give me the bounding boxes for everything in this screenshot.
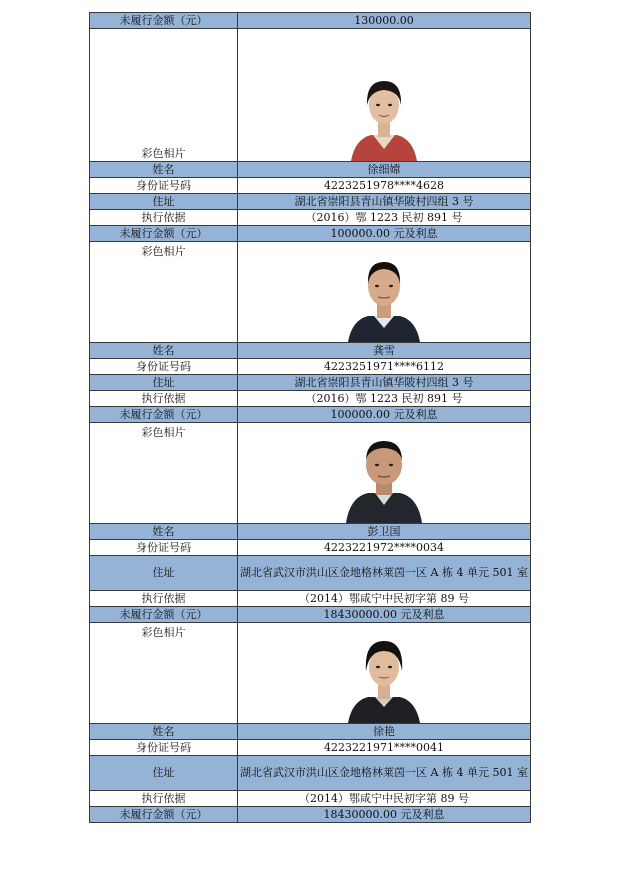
basis-value: （2014）鄂咸宁中民初字第 89 号 [238,791,531,807]
basis-label: 执行依据 [90,791,238,807]
name-row [90,162,531,178]
basis-row [90,391,531,407]
name-value: 龚雪 [238,343,531,359]
amount-label: 未履行金额（元） [90,407,238,423]
name-label: 姓名 [90,724,238,740]
amount-row [90,407,531,423]
name-row [90,343,531,359]
address-value: 湖北省武汉市洪山区金地格林莱茵一区 A 栋 4 单元 501 室 [238,756,531,791]
id-row [90,359,531,375]
address-row [90,756,531,791]
photo-cell [238,423,531,524]
photo-cell [238,242,531,343]
name-value: 彭卫国 [238,524,531,540]
basis-value: （2016）鄂 1223 民初 891 号 [238,210,531,226]
id-label: 身份证号码 [90,540,238,556]
amount-label: 未履行金额（元） [90,226,238,242]
id-label: 身份证号码 [90,740,238,756]
amount-row [90,607,531,623]
debtor-table [89,12,531,823]
address-row [90,194,531,210]
basis-label: 执行依据 [90,391,238,407]
portrait-photo-female [346,631,422,723]
photo-label: 彩色相片 [90,423,238,524]
name-value: 徐艳 [238,724,531,740]
id-label: 身份证号码 [90,359,238,375]
name-value: 徐细嫦 [238,162,531,178]
id-value: 4223221971****0041 [238,740,531,756]
photo-label: 彩色相片 [90,29,238,162]
amount-label: 未履行金额（元） [90,13,238,29]
photo-row [90,29,531,162]
id-row [90,178,531,194]
photo-label: 彩色相片 [90,242,238,343]
id-value: 4223251978****4628 [238,178,531,194]
amount-row [90,226,531,242]
address-label: 住址 [90,194,238,210]
id-row [90,540,531,556]
basis-value: （2016）鄂 1223 民初 891 号 [238,391,531,407]
amount-value: 18430000.00 元及利息 [238,607,531,623]
amount-value: 100000.00 元及利息 [238,226,531,242]
basis-label: 执行依据 [90,210,238,226]
amount-label: 未履行金额（元） [90,807,238,823]
photo-label: 彩色相片 [90,623,238,724]
address-label: 住址 [90,375,238,391]
basis-value: （2014）鄂咸宁中民初字第 89 号 [238,591,531,607]
address-value: 湖北省崇阳县青山镇华陂村四组 3 号 [238,194,531,210]
name-row [90,524,531,540]
portrait-photo-male [346,431,422,523]
portrait-photo-male [346,250,422,342]
address-value: 湖北省武汉市洪山区金地格林莱茵一区 A 栋 4 单元 501 室 [238,556,531,591]
address-label: 住址 [90,756,238,791]
address-value: 湖北省崇阳县青山镇华陂村四组 3 号 [238,375,531,391]
basis-row [90,591,531,607]
amount-label: 未履行金额（元） [90,607,238,623]
address-row [90,556,531,591]
id-row [90,740,531,756]
name-label: 姓名 [90,162,238,178]
id-label: 身份证号码 [90,178,238,194]
id-value: 4223221972****0034 [238,540,531,556]
name-label: 姓名 [90,524,238,540]
portrait-photo-female [349,69,419,161]
amount-value: 18430000.00 元及利息 [238,807,531,823]
photo-row [90,623,531,724]
address-label: 住址 [90,556,238,591]
photo-row [90,423,531,524]
photo-cell [238,29,531,162]
amount-value: 130000.00 [238,13,531,29]
amount-value: 100000.00 元及利息 [238,407,531,423]
amount-row [90,13,531,29]
photo-cell [238,623,531,724]
photo-row [90,242,531,343]
basis-row [90,210,531,226]
name-row [90,724,531,740]
address-row [90,375,531,391]
amount-row [90,807,531,823]
id-value: 4223251971****6112 [238,359,531,375]
basis-row [90,791,531,807]
name-label: 姓名 [90,343,238,359]
basis-label: 执行依据 [90,591,238,607]
